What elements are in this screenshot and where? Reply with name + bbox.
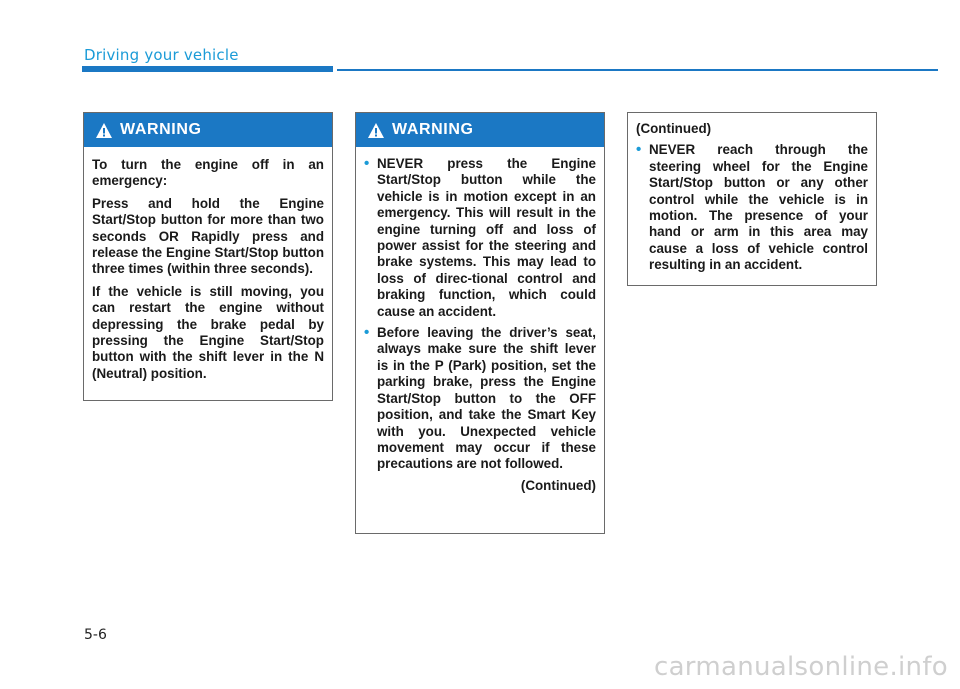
warning-box-emergency <box>83 112 333 401</box>
paragraph: To turn the engine off in an emergency: <box>92 157 324 189</box>
warning-heading: WARNING <box>120 121 202 138</box>
warning-box-continued <box>627 112 877 286</box>
watermark: carmanualsonline.info <box>653 652 948 682</box>
warning-header <box>356 113 604 147</box>
list-item: • Before leaving the driver’s seat, always make sure the shift lever is in the P (Park) position, set the parking brake, press the Engine Start/Stop button to the OFF position, and take the Smart Key with you. Unexpected vehicle movement may occur if these precautions are not followed. <box>364 325 596 473</box>
warning-triangle-icon <box>368 123 384 138</box>
list-item: • NEVER press the Engine Start/Stop button while the vehicle is in motion except in an emergency. This will result in the engine turning off and loss of power assist for the steering and brake systems. This may lead to loss of direc-tional control and braking function, which could cause an accident. <box>364 156 596 320</box>
continued-label: (Continued) <box>636 121 712 136</box>
paragraph: If the vehicle is still moving, you can restart the engine without depressing the brake pedal by pressing the Engine Start/Stop button with the shift lever in the N (Neutral) position. <box>92 283 324 381</box>
warning-box-engine-button <box>355 112 605 534</box>
list-item: • NEVER reach through the steering wheel for the Engine Start/Stop button or any other control while the vehicle is in motion. The presence of your hand or arm in this area may cause a loss of vehicle control resulting in an accident. <box>636 142 868 273</box>
warning-heading: WARNING <box>392 121 474 138</box>
paragraph: Press and hold the Engine Start/Stop button for more than two seconds OR Rapidly press and release the Engine Start/Stop button three times (within three seconds). <box>92 195 324 277</box>
section-title: Driving your vehicle <box>84 46 239 64</box>
header-rule-thick <box>82 66 333 72</box>
warning-triangle-icon <box>96 123 112 138</box>
header-rule-thin <box>337 69 938 71</box>
warning-header <box>84 113 332 147</box>
continued-label: (Continued) <box>520 477 596 493</box>
page-number: 5-6 <box>84 627 107 643</box>
